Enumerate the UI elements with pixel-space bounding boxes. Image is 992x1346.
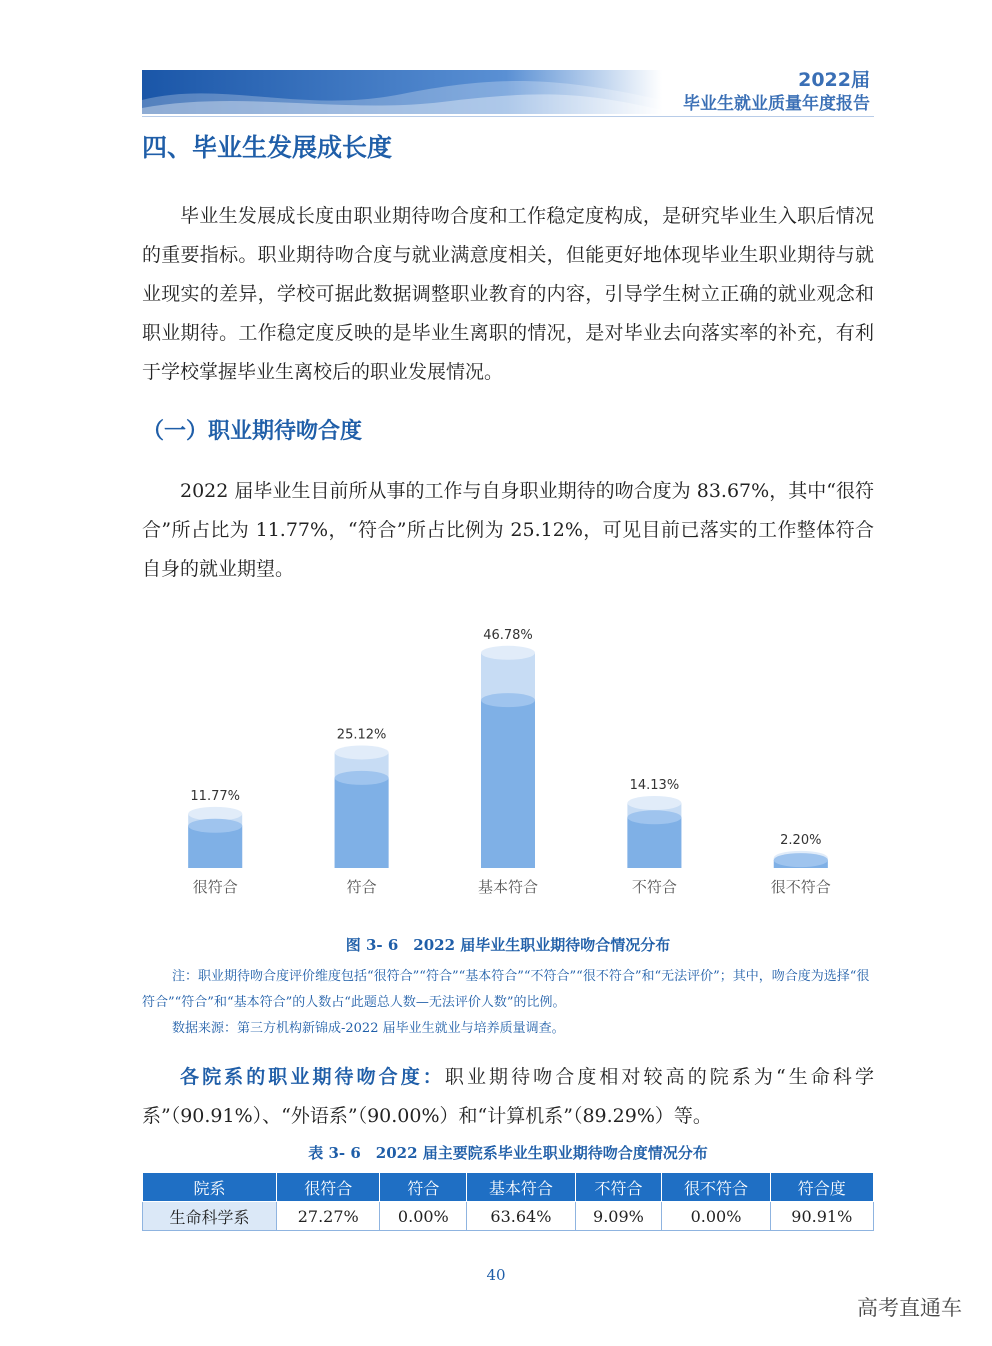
figure-caption: 图 3- 6 2022 届毕业生职业期待吻合情况分布 (345, 936, 671, 954)
table-header-cell: 符合 (380, 1173, 467, 1202)
subsection-title: （一）职业期待吻合度 (142, 419, 363, 444)
department-paragraph (142, 1058, 874, 1136)
table-header-cell: 基本符合 (467, 1173, 575, 1202)
category-label: 基本符合 (477, 878, 539, 896)
department-paragraph-lead: 各院系的职业期待吻合度： (180, 1066, 445, 1088)
header-subtitle: 毕业生就业质量年度报告 (683, 94, 870, 114)
table-caption: 表 3- 6 2022 届主要院系毕业生职业期待吻合度情况分布 (308, 1144, 708, 1162)
table-cell: 0.00% (662, 1202, 770, 1231)
header-banner (142, 70, 662, 114)
bar (627, 817, 681, 868)
figure-note: 注：职业期待吻合度评价维度包括“很符合”“符合”“基本符合”“不符合”“很不符合”和“无法评价”；其中，吻合度为选择“很符合”“符合”和“基本符合”的人数占“此题总人数—无法评价人数”的比例。 (142, 969, 870, 1010)
chart-svg (142, 600, 874, 910)
match-chart (142, 600, 874, 910)
bar (335, 778, 389, 868)
table-row (143, 1202, 874, 1231)
bar-glass-top (627, 796, 681, 810)
table-header-cell: 很不符合 (662, 1173, 770, 1202)
table-cell: 0.00% (380, 1202, 467, 1231)
header-divider (142, 116, 874, 117)
data-source-note: 数据来源：第三方机构新锦成-2022 届毕业生就业与培养质量调查。 (172, 1021, 565, 1036)
data-label: 14.13% (629, 778, 680, 794)
data-label: 46.78% (483, 627, 533, 643)
category-label: 符合 (346, 878, 377, 896)
table-cell: 生命科学系 (143, 1202, 277, 1231)
bar-fill-top (627, 810, 681, 824)
bar-glass-top (335, 745, 389, 759)
category-label: 不符合 (631, 878, 677, 896)
bar-fill-top (188, 819, 242, 833)
watermark: 高考直通车 (857, 1296, 962, 1320)
page-number: 40 (486, 1266, 506, 1284)
match-paragraph: 2022 届毕业生目前所从事的工作与自身职业期待的吻合度为 83.67%，其中“很符合”所占比为 11.77%，“符合”所占比例为 25.12%，可见目前已落实的工作整体符合自身的就业期望。 (142, 480, 874, 580)
table-header-cell: 符合度 (770, 1173, 873, 1202)
table-cell: 63.64% (467, 1202, 575, 1231)
section-title: 四、毕业生发展成长度 (142, 133, 393, 162)
header-year: 2022届 (798, 69, 870, 91)
data-label: 25.12% (336, 727, 387, 743)
bar (481, 700, 535, 868)
header-title (683, 68, 870, 116)
intro-paragraph: 毕业生发展成长度由职业期待吻合度和工作稳定度构成，是研究毕业生入职后情况的重要指标。职业期待吻合度与就业满意度相关，但能更好地体现毕业生职业期待与就业现实的差异，学校可据此数据调整职业教育的内容，引导学生树立正确的就业观念和职业期待。工作稳定度反映的是毕业生离职的情况，是对毕业去向落实率的补充，有利于学校掌握毕业生离校后的职业发展情况。 (142, 205, 874, 383)
category-label: 很符合 (192, 878, 238, 896)
table-header-row (143, 1173, 874, 1202)
table-header-cell: 不符合 (575, 1173, 662, 1202)
table-cell: 90.91% (770, 1202, 873, 1231)
department-table (142, 1172, 874, 1231)
bar-fill-top (335, 771, 389, 785)
data-label: 2.20% (780, 832, 822, 848)
bar-glass-top (188, 807, 242, 821)
table-header-cell: 很符合 (277, 1173, 380, 1202)
category-label: 很不符合 (770, 878, 831, 896)
bar-glass-top (481, 646, 535, 660)
table-body (143, 1202, 874, 1231)
table-header-cell: 院系 (143, 1173, 277, 1202)
bar-fill-top (774, 853, 828, 867)
department-paragraph-text: 职业期待吻合度相对较高的院系为“生命科学系”（90.91%）、“外语系”（90.00%）和“计算机系”（89.29%）等。 (142, 1066, 874, 1127)
table-cell: 27.27% (277, 1202, 380, 1231)
data-label: 11.77% (190, 788, 240, 804)
bar-fill-top (481, 693, 535, 707)
table-cell: 9.09% (575, 1202, 662, 1231)
